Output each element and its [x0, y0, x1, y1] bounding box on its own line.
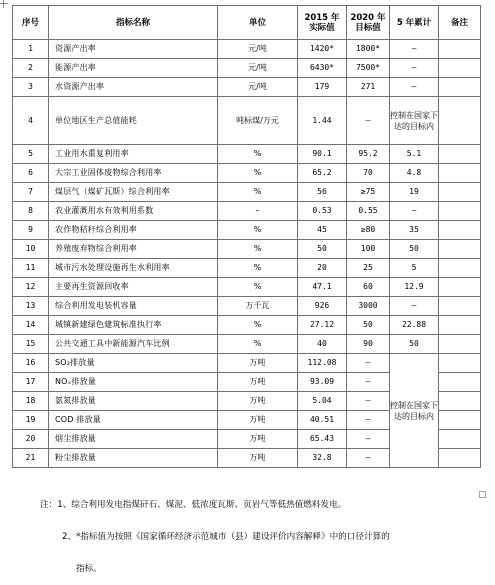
cell-unit: % — [218, 164, 298, 183]
cell-indicator-name: 农业灌溉用水有效利用系数 — [49, 202, 218, 221]
cell-5yr-cumulative-merged: 控制在国家下达的目标内 — [390, 354, 439, 468]
cell-2020-target: 60 — [347, 278, 390, 297]
header-seq: 序号 — [13, 6, 49, 40]
table-row — [13, 354, 481, 373]
cell-2020-target: – — [347, 430, 390, 449]
cell-unit: 元/吨 — [218, 78, 298, 97]
table-body — [13, 40, 481, 468]
table-row — [13, 145, 481, 164]
cell-2015-value: 179 — [298, 78, 347, 97]
header-unit: 单位 — [218, 6, 298, 40]
cell-indicator-name: COD 排放量 — [49, 411, 218, 430]
note-1: 注：1、综合利用发电指煤矸石、煤泥、低浓度瓦斯、页岩气等低热值燃料发电。 — [40, 500, 347, 510]
cell-2020-target: ≥75 — [347, 183, 390, 202]
cell-2020-target: 0.55 — [347, 202, 390, 221]
cell-indicator-name: 能源产出率 — [49, 59, 218, 78]
cell-unit: % — [218, 240, 298, 259]
cell-remark — [439, 40, 481, 59]
cell-indicator-name: 养殖废弃物综合利用率 — [49, 240, 218, 259]
table-row — [13, 278, 481, 297]
table-row — [13, 240, 481, 259]
cell-unit: % — [218, 335, 298, 354]
table-move-handle-icon[interactable] — [0, 0, 8, 8]
cell-remark — [439, 411, 481, 430]
cell-indicator-name: SO₂排放量 — [49, 354, 218, 373]
cell-2020-target: 70 — [347, 164, 390, 183]
cell-seq: 1 — [13, 40, 49, 59]
cell-remark — [439, 97, 481, 145]
cell-indicator-name: 大宗工业固体废物综合利用率 — [49, 164, 218, 183]
cell-indicator-name: 水资源产出率 — [49, 78, 218, 97]
cell-seq: 3 — [13, 78, 49, 97]
cell-2015-value: 1420* — [298, 40, 347, 59]
cell-indicator-name: 氨氮排放量 — [49, 392, 218, 411]
cell-indicator-name: NOₓ排放量 — [49, 373, 218, 392]
cell-remark — [439, 240, 481, 259]
cell-unit: 元/吨 — [218, 59, 298, 78]
cell-5yr-cumulative: – — [390, 59, 439, 78]
cell-5yr-cumulative: 控制在国家下达的目标内 — [390, 97, 439, 145]
cell-remark — [439, 221, 481, 240]
header-2020: 2020 年 目标值 — [347, 6, 390, 40]
cell-2020-target: 100 — [347, 240, 390, 259]
cell-seq: 18 — [13, 392, 49, 411]
cell-5yr-cumulative: – — [390, 40, 439, 59]
cell-indicator-name: 农作物秸秆综合利用率 — [49, 221, 218, 240]
cell-unit: % — [218, 145, 298, 164]
table-row — [13, 221, 481, 240]
cell-2020-target: – — [347, 411, 390, 430]
cell-2015-value: 93.09 — [298, 373, 347, 392]
cell-seq: 14 — [13, 316, 49, 335]
cell-unit: 万吨 — [218, 373, 298, 392]
cell-2015-value: 56 — [298, 183, 347, 202]
cell-remark — [439, 449, 481, 468]
table-row — [13, 316, 481, 335]
cell-2020-target: – — [347, 97, 390, 145]
table-row — [13, 97, 481, 145]
cell-seq: 13 — [13, 297, 49, 316]
table-row — [13, 40, 481, 59]
cell-remark — [439, 59, 481, 78]
cell-indicator-name: 资源产出率 — [49, 40, 218, 59]
cell-indicator-name: 主要再生资源回收率 — [49, 278, 218, 297]
cell-remark — [439, 145, 481, 164]
cell-2015-value: 20 — [298, 259, 347, 278]
table-row — [13, 259, 481, 278]
cell-5yr-cumulative: 35 — [390, 221, 439, 240]
cell-seq: 17 — [13, 373, 49, 392]
cell-5yr-cumulative: 5 — [390, 259, 439, 278]
cell-unit: 万吨 — [218, 411, 298, 430]
cell-2015-value: 27.12 — [298, 316, 347, 335]
cell-2015-value: 926 — [298, 297, 347, 316]
cell-unit: 万吨 — [218, 354, 298, 373]
cell-unit: % — [218, 221, 298, 240]
cell-2015-value: 1.44 — [298, 97, 347, 145]
cell-2015-value: 40.51 — [298, 411, 347, 430]
cell-indicator-name: 城镇新建绿色建筑标准执行率 — [49, 316, 218, 335]
cell-remark — [439, 183, 481, 202]
cell-5yr-cumulative: – — [390, 202, 439, 221]
header-2015: 2015 年 实际值 — [298, 6, 347, 40]
cell-seq: 5 — [13, 145, 49, 164]
cell-2015-value: 6430* — [298, 59, 347, 78]
cell-2020-target: 271 — [347, 78, 390, 97]
cell-2020-target: 50 — [347, 316, 390, 335]
cell-2015-value: 50 — [298, 240, 347, 259]
cell-5yr-cumulative: 5.1 — [390, 145, 439, 164]
cell-indicator-name: 单位地区生产总值能耗 — [49, 97, 218, 145]
cell-indicator-name: 粉尘排放量 — [49, 449, 218, 468]
cell-seq: 15 — [13, 335, 49, 354]
note-2-continued: 指标。 — [76, 564, 102, 574]
cell-2020-target: 7500* — [347, 59, 390, 78]
cell-seq: 21 — [13, 449, 49, 468]
table-row — [13, 164, 481, 183]
cell-2020-target: – — [347, 373, 390, 392]
cell-seq: 12 — [13, 278, 49, 297]
cell-remark — [439, 430, 481, 449]
cell-2020-target: 1800* — [347, 40, 390, 59]
table-row — [13, 297, 481, 316]
cell-2020-target: 95.2 — [347, 145, 390, 164]
cell-remark — [439, 202, 481, 221]
cell-indicator-name: 烟尘排放量 — [49, 430, 218, 449]
cell-unit: % — [218, 316, 298, 335]
cell-2015-value: 47.1 — [298, 278, 347, 297]
cell-unit: 吨标煤/万元 — [218, 97, 298, 145]
cell-2020-target: – — [347, 392, 390, 411]
cell-seq: 20 — [13, 430, 49, 449]
cell-remark — [439, 373, 481, 392]
cell-unit: % — [218, 183, 298, 202]
cell-5yr-cumulative: 22.88 — [390, 316, 439, 335]
cell-remark — [439, 354, 481, 373]
table-header-row — [13, 6, 481, 40]
cell-indicator-name: 煤层气（煤矿瓦斯）综合利用率 — [49, 183, 218, 202]
cell-2015-value: 32.8 — [298, 449, 347, 468]
cell-seq: 10 — [13, 240, 49, 259]
cell-unit: % — [218, 278, 298, 297]
cell-remark — [439, 78, 481, 97]
cell-5yr-cumulative: – — [390, 297, 439, 316]
cell-2015-value: 65.43 — [298, 430, 347, 449]
cell-unit: 万吨 — [218, 449, 298, 468]
cell-remark — [439, 297, 481, 316]
cell-indicator-name: 工业用水重复利用率 — [49, 145, 218, 164]
cell-indicator-name: 综合利用发电装机容量 — [49, 297, 218, 316]
cell-5yr-cumulative: 50 — [390, 335, 439, 354]
indicator-table — [12, 5, 481, 468]
table-resize-handle[interactable] — [479, 491, 486, 498]
table-row — [13, 202, 481, 221]
cell-5yr-cumulative: – — [390, 78, 439, 97]
cell-seq: 2 — [13, 59, 49, 78]
cell-seq: 4 — [13, 97, 49, 145]
note-2: 2、*指标值为按照《国家循环经济示范城市（县）建设评价内容解释》中的口径计算的 — [62, 532, 390, 542]
header-name: 指标名称 — [49, 6, 218, 40]
cell-indicator-name: 城市污水处理设施再生水利用率 — [49, 259, 218, 278]
cell-unit: 万吨 — [218, 430, 298, 449]
cell-unit: 元/吨 — [218, 40, 298, 59]
cell-seq: 19 — [13, 411, 49, 430]
cell-seq: 6 — [13, 164, 49, 183]
header-cumulative: 5 年累计 — [390, 6, 439, 40]
cell-unit: – — [218, 202, 298, 221]
cell-5yr-cumulative: 19 — [390, 183, 439, 202]
table-row — [13, 59, 481, 78]
cell-5yr-cumulative: 50 — [390, 240, 439, 259]
header-remark: 备注 — [439, 6, 481, 40]
cell-2020-target: 25 — [347, 259, 390, 278]
cell-2015-value: 90.1 — [298, 145, 347, 164]
cell-2020-target: ≥80 — [347, 221, 390, 240]
cell-5yr-cumulative: 4.8 — [390, 164, 439, 183]
table-row — [13, 335, 481, 354]
cell-2015-value: 5.04 — [298, 392, 347, 411]
table-row — [13, 183, 481, 202]
cell-5yr-cumulative: 12.9 — [390, 278, 439, 297]
cell-seq: 16 — [13, 354, 49, 373]
cell-unit: 万吨 — [218, 392, 298, 411]
cell-2020-target: – — [347, 354, 390, 373]
cell-remark — [439, 392, 481, 411]
cell-remark — [439, 278, 481, 297]
cell-2015-value: 45 — [298, 221, 347, 240]
cell-2020-target: 90 — [347, 335, 390, 354]
cell-2015-value: 40 — [298, 335, 347, 354]
cell-remark — [439, 259, 481, 278]
cell-2015-value: 0.53 — [298, 202, 347, 221]
cell-unit: 万千瓦 — [218, 297, 298, 316]
cell-2020-target: – — [347, 449, 390, 468]
cell-indicator-name: 公共交通工具中新能源汽车比例 — [49, 335, 218, 354]
table-row — [13, 78, 481, 97]
cell-remark — [439, 335, 481, 354]
cell-seq: 7 — [13, 183, 49, 202]
cell-seq: 9 — [13, 221, 49, 240]
cell-2015-value: 112.08 — [298, 354, 347, 373]
cell-unit: % — [218, 259, 298, 278]
cell-remark — [439, 164, 481, 183]
cell-remark — [439, 316, 481, 335]
cell-seq: 11 — [13, 259, 49, 278]
cell-2020-target: 3000 — [347, 297, 390, 316]
cell-seq: 8 — [13, 202, 49, 221]
cell-2015-value: 65.2 — [298, 164, 347, 183]
